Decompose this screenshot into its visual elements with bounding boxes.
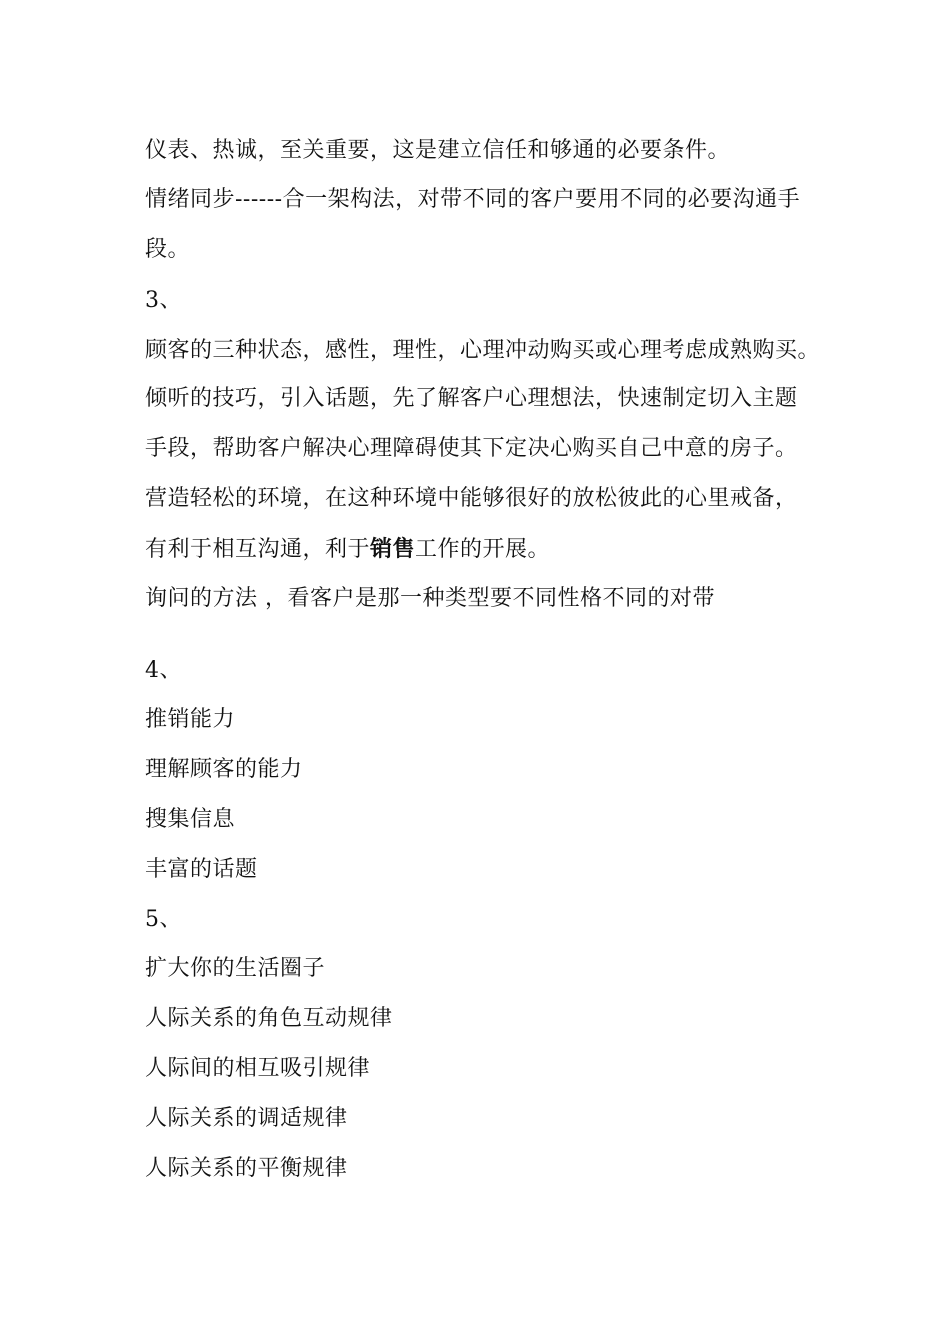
text-line: 倾听的技巧，引入话题，先了解客户心理想法，快速制定切入主题	[145, 386, 798, 411]
text-line: 情绪同步------合一架构法，对带不同的客户要用不同的必要沟通手	[145, 187, 801, 212]
section-number: 5、	[145, 907, 182, 932]
bold-text-segment: 销售	[370, 536, 416, 562]
section-number: 4、	[145, 658, 182, 683]
list-item: 人际关系的调适规律	[145, 1106, 348, 1131]
text-line: 询问的方法 ，看客户是那一种类型要不同性格不同的对带	[145, 586, 715, 611]
text-line: 顾客的三种状态，感性，理性，心理冲动购买或心理考虑成熟购买。	[145, 338, 821, 363]
section-number: 3、	[145, 288, 182, 313]
text-line: 手段，帮助客户解决心理障碍使其下定决心购买自己中意的房子。	[145, 436, 798, 461]
text-segment: 工作的开展。	[415, 537, 551, 562]
text-segment: 有利于相互沟通，利于	[145, 537, 371, 562]
list-item: 理解顾客的能力	[145, 757, 303, 782]
list-item: 推销能力	[145, 707, 236, 732]
text-line: 仪表、热诚，至关重要，这是建立信任和够通的必要条件。	[145, 138, 731, 163]
text-line: 营造轻松的环境，在这种环境中能够很好的放松彼此的心里戒备，	[145, 486, 798, 511]
text-line: 段。	[145, 237, 191, 262]
list-item: 丰富的话题	[145, 857, 258, 882]
list-item: 搜集信息	[145, 807, 236, 832]
list-item: 人际间的相互吸引规律	[145, 1056, 371, 1081]
list-item: 人际关系的角色互动规律	[145, 1006, 393, 1031]
text-line	[145, 534, 550, 565]
list-item: 扩大你的生活圈子	[145, 956, 326, 981]
list-item: 人际关系的平衡规律	[145, 1156, 348, 1181]
